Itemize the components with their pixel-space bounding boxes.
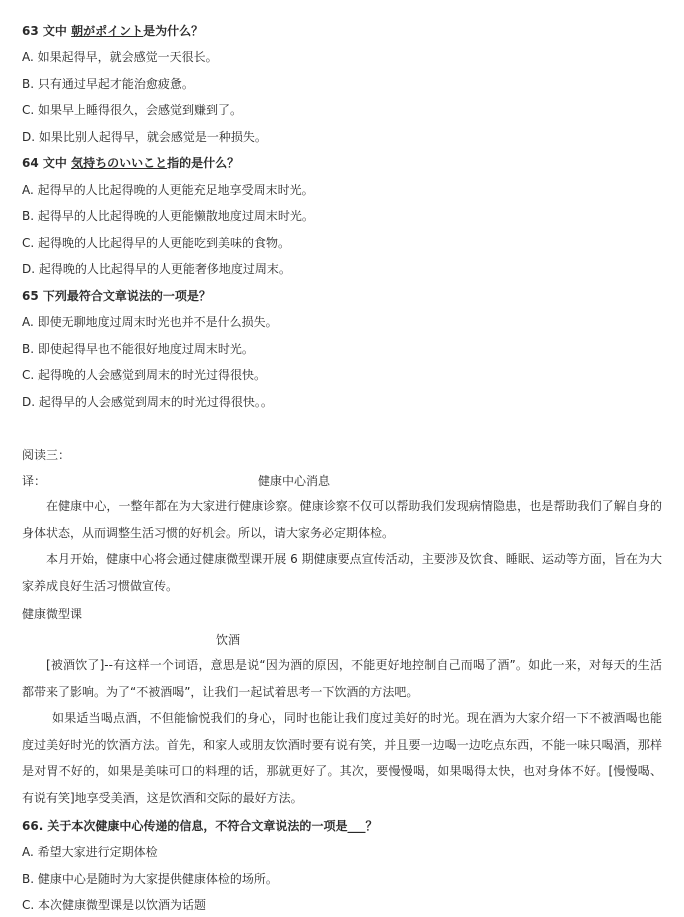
q65-option-b: B. 即使起得早也不能很好地度过周末时光。 <box>22 342 254 356</box>
q63-term: 朝がポイント <box>71 24 144 38</box>
q64-stem: 64 文中 気持ちのいいこと指的是什么？ <box>22 156 240 170</box>
notice-paragraph-1: 在健康中心，一整年都在为大家进行健康诊察。健康诊察不仅可以帮助我们发现病情隐患，也是帮助我们了解自身的身体状态，从而调整生活习惯的好机会。所以，请大家务必定期体检。 <box>22 499 662 540</box>
q66-option-b: B. 健康中心是随时为大家提供健康体检的场所。 <box>22 872 278 886</box>
section-subtitle: 饮酒 <box>216 633 241 647</box>
q63-stem: 63 文中 朝がポイント是为什么？ <box>22 24 204 38</box>
q64-option-b: B. 起得早的人比起得晚的人更能懒散地度过周末时光。 <box>22 209 314 223</box>
q64-option-a: A. 起得早的人比起得晚的人更能充足地享受周末时光。 <box>22 183 314 197</box>
section-paragraph-2: 如果适当喝点酒，不但能愉悦我们的身心，同时也能让我们度过美好的时光。现在酒为大家介绍一下不被酒喝也能度过美好时光的饮酒方法。首先，和家人或朋友饮酒时要有说有笑，并且要一边喝一边吃点东西，不能一味只喝酒，那样是对胃不好的，如果是美味可口的料理的话，那就更好了。其次，要慢慢喝，如果喝得太快，也对身体不好。[慢慢喝、有说有笑]地享受美酒，这是饮酒和交际的最好方法。 <box>22 711 662 805</box>
q66-stem: 66. 关于本次健康中心传递的信息，不符合文章说法的一项是___？ <box>22 819 378 833</box>
q64-option-c: C. 起得晚的人比起得早的人更能吃到美味的食物。 <box>22 236 291 250</box>
q64-term: 気持ちのいいこと <box>71 156 168 170</box>
translation-label: 译： <box>22 474 47 488</box>
q63-option-d: D. 如果比别人起得早，就会感觉是一种损失。 <box>22 130 267 144</box>
q65-option-c: C. 起得晚的人会感觉到周末的时光过得很快。 <box>22 368 267 382</box>
notice-title: 健康中心消息 <box>258 474 331 488</box>
reading3-heading: 阅读三： <box>22 448 71 462</box>
q66-option-a: A. 希望大家进行定期体检 <box>22 845 158 859</box>
q64-option-d: D. 起得晚的人比起得早的人更能奢侈地度过周末。 <box>22 262 291 276</box>
q63-option-b: B. 只有通过早起才能治愈疲惫。 <box>22 77 194 91</box>
q63-option-c: C. 如果早上睡得很久，会感觉到赚到了。 <box>22 103 243 117</box>
section-heading: 健康微型课 <box>22 607 83 621</box>
q65-option-a: A. 即使无聊地度过周末时光也并不是什么损失。 <box>22 315 278 329</box>
q65-option-d: D. 起得早的人会感觉到周末的时光过得很快。。 <box>22 395 273 409</box>
section-paragraph-1: [被酒饮了]--有这样一个词语，意思是说“因为酒的原因，不能更好地控制自己而喝了酒”。如此一来，对每天的生活都带来了影响。为了“不被酒喝”，让我们一起试着思考一下饮酒的方法吧。 <box>22 658 662 699</box>
q66-option-c: C. 本次健康微型课是以饮酒为话题 <box>22 898 207 912</box>
q63-option-a: A. 如果起得早，就会感觉一天很长。 <box>22 50 218 64</box>
q65-stem: 65 下列最符合文章说法的一项是？ <box>22 289 211 303</box>
notice-paragraph-2: 本月开始，健康中心将会通过健康微型课开展 6 期健康要点宣传活动，主要涉及饮食、睡眠、运动等方面，旨在为大家养成良好生活习惯做宣传。 <box>22 552 662 593</box>
